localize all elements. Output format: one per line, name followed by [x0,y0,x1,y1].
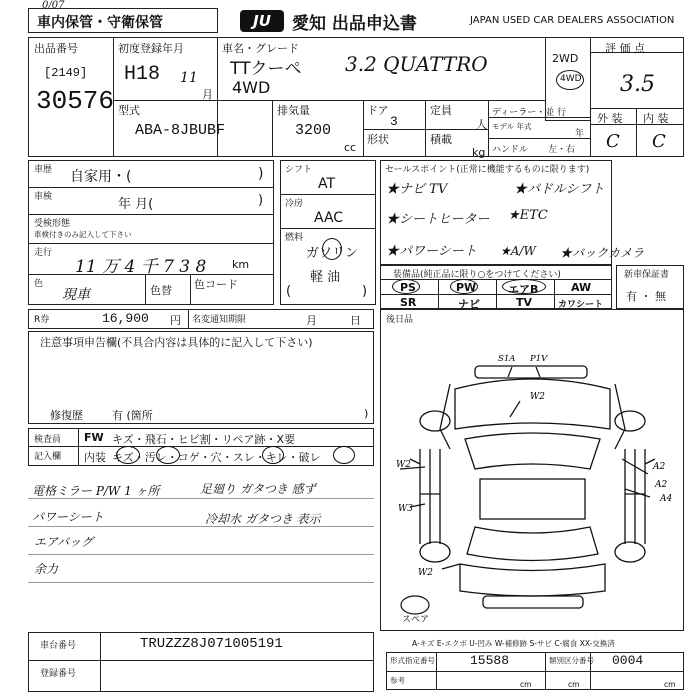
capacity-label: 定員 [430,104,452,117]
score-label: 評 価 点 [605,42,645,55]
reference-unit-3: cm [664,680,676,689]
model-year-label: モデル 年式 [492,122,532,131]
storage-title: 車内保管・守衛保管 [37,15,163,31]
capacity-unit: 人 [476,118,487,131]
equip-ps: PS [400,281,416,294]
doors-label: ドア [367,104,389,117]
warranty-options: 有 ・ 無 [626,290,666,303]
handle-options: 左・右 [548,145,576,155]
fuel-gasoline: ガソリン [306,246,359,261]
repair-value: 有 (箇所 [112,409,153,422]
designation-value: 15588 [470,653,510,668]
usage-label: 車歴 [34,165,53,175]
displacement-label: 排気量 [277,104,310,117]
car-grade: 3.2 QUATTRO [345,52,488,76]
equip-pw: PW [456,281,477,294]
association-name: JAPAN USED CAR DEALERS ASSOCIATION [470,15,675,26]
mark-1: S1A [498,354,516,364]
windshield [465,433,600,469]
displacement-value: 3200 [295,122,332,139]
fuel-circle [322,238,342,260]
lot-number-label: 出品番号 [34,42,78,55]
equipment-label: 装備品(純正品に限り○をつけてください) [393,270,561,280]
inspector-int: 内装 [84,451,106,464]
mark-5: A2 [655,480,668,490]
selling-point-6: ★A/W [500,244,536,258]
trunk [460,564,605,596]
handle-label: ハンドル [492,145,529,155]
yogore-circle [156,446,180,464]
hood-outline [455,379,610,429]
inspector-label-2: 記入欄 [34,452,62,462]
rear-window [467,527,598,561]
left-side-body [430,449,440,544]
registration-label: 登録番号 [40,669,77,679]
front-bumper [475,366,587,378]
car-drive: 4WD [232,78,271,97]
shape-label: 形状 [367,133,389,146]
equip-aw: AW [571,281,592,294]
ju-logo: JU [240,10,284,32]
repair-label: 修復歴 [50,409,83,422]
storage-title-box [28,8,218,33]
four-wd-label: 4WD [560,74,582,84]
chassis-value: TRUZZZ8J071005191 [140,636,283,652]
mark-9: W2 [418,568,433,578]
load-label: 積載 [430,133,452,146]
fuel-label: 燃料 [285,233,304,243]
model-label: 型式 [118,104,140,117]
roof [480,479,585,519]
car-name: TTクーペ [230,59,302,79]
equip-airbag: エアB [508,283,539,296]
warranty-label: 新車保証書 [624,270,670,280]
first-reg-year: H18 [124,63,161,86]
lot-number: 30576 [36,86,115,116]
fuel-diesel: 軽 油 [310,270,341,285]
name-change-label: 名変通知期限 [192,315,247,325]
two-wd-label: 2WD [552,52,579,65]
class-value: 0004 [612,653,644,668]
name-change-month: 月 [306,314,317,327]
car-diagram [380,309,684,631]
name-change-day: 日 [350,314,361,327]
selling-point-7: ★バックカメラ [560,246,645,260]
equip-tv: TV [516,296,533,309]
reference-unit-1: cm [520,680,532,689]
shift-label: シフト [285,165,313,175]
notice-label: 注意事項申告欄(不具合内容は具体的に記入して下さい) [40,336,313,349]
selling-point-2: ★パドルシフト [514,182,605,197]
pw-circle [450,279,478,294]
selling-point-1: ★ナビ TV [386,182,448,197]
mark-8: W3 [398,504,413,514]
wheel-rl [420,542,450,562]
mileage-unit: km [232,258,250,271]
selling-point-5: ★パワーシート [386,244,477,259]
color-change-label: 色替 [150,284,172,297]
inspector-label: 検査員 [34,435,62,445]
note-5: エアバッグ [34,535,94,549]
color-code-label: 色コード [194,278,238,291]
kizu-circle [116,446,140,464]
proc-sub: 車検付きのみ記入して下さい [34,230,132,239]
header-scribble: 0/07 [42,0,65,11]
mark-6: W2 [396,460,411,470]
spare-label: スペア [402,615,430,625]
ac-value: AAC [314,210,344,226]
equip-navi: ナビ [458,298,480,311]
equip-leather: カワシート [558,300,604,310]
rear-bumper [483,596,583,608]
first-reg-month-unit: 月 [202,88,213,101]
spare-tire [401,596,429,614]
wheel-fl [420,411,450,431]
wheel-rr [615,542,645,562]
model-value: ABA-8JBUBF [135,122,226,139]
mileage-label: 走行 [34,248,53,258]
inspector-row1: キズ・飛石・ヒビ割・リペア跡・X要 [112,433,296,446]
score-value: 3.5 [620,72,655,97]
airbag-circle [502,279,546,294]
inspector-fw: FW [84,431,104,444]
damage-legend: A-キズ E-エクボ U-凹み W-補修跡 S-サビ C-腐食 XX-交換済 [412,639,615,648]
color-label: 色 [34,279,44,289]
usage-value: 自家用・( [70,169,132,185]
note-3: パワーシート [32,510,104,524]
reference-label: 参考 [390,676,405,685]
yabure-circle [333,446,355,464]
designation-label: 形式指定番号 [390,656,435,665]
ps-circle [392,279,420,294]
selling-point-4: ★ETC [508,208,548,223]
exterior-label: 外 装 [597,112,623,125]
mirrors [410,459,655,464]
mark-7: A4 [660,494,673,504]
mark-4: A2 [653,462,666,472]
interior-label: 内 装 [643,112,669,125]
interior-grade: C [652,131,666,152]
mileage-value: 11 万 4 千 7 3 8 [75,257,207,277]
dealer-label: ディーラー・並 行 [492,108,567,118]
inspection-label: 車検 [34,192,53,202]
note-1: 電格ミラー P/W 1 ヶ所 [32,484,160,498]
exterior-grade: C [606,131,620,152]
recycle-unit: 円 [170,314,181,327]
displacement-unit: cc [344,141,357,154]
first-reg-month: 11 [180,70,198,86]
note-2: 足廻り ガタつき 感ず [200,482,316,496]
recycle-label: R券 [34,315,50,325]
car-name-label: 車名・グレード [222,42,299,55]
class-label: 類別区分番号 [549,656,594,665]
note-4: 冷却水 ガタつき 表示 [205,512,321,526]
first-reg-label: 初度登録年月 [118,42,184,55]
color-value: 現車 [62,287,90,303]
later-input-label: 後日品 [386,315,414,325]
recycle-value: 16,900 [102,311,149,326]
selling-point-3: ★シートヒーター [386,212,490,227]
model-year-unit: 年 [575,129,585,139]
reference-unit-2: cm [568,680,580,689]
form-title: 愛知 出品申込書 [292,14,417,34]
ac-label: 冷房 [285,199,304,209]
inspection-text: 年 月( [118,197,154,212]
four-wd-circle [556,70,584,90]
load-unit: kg [472,146,486,159]
sure-circle [262,446,284,464]
inspector-row2: キズ・汚レ・コゲ・穴・スレ・キレ・破レ [112,451,321,464]
lot-tag: [2149] [44,66,88,80]
mark-3: W2 [530,392,545,402]
shift-value: AT [318,176,336,192]
mark-2: P1V [530,354,548,364]
doors-value: 3 [390,114,398,129]
note-6: 余力 [34,562,59,576]
equip-sr: SR [400,296,417,309]
chassis-label: 車台番号 [40,641,77,651]
selling-points-label: セールスポイント(正常に機能するものに限ります) [385,165,590,175]
proc-label: 受検形態 [34,219,71,229]
wheel-fr [615,411,645,431]
